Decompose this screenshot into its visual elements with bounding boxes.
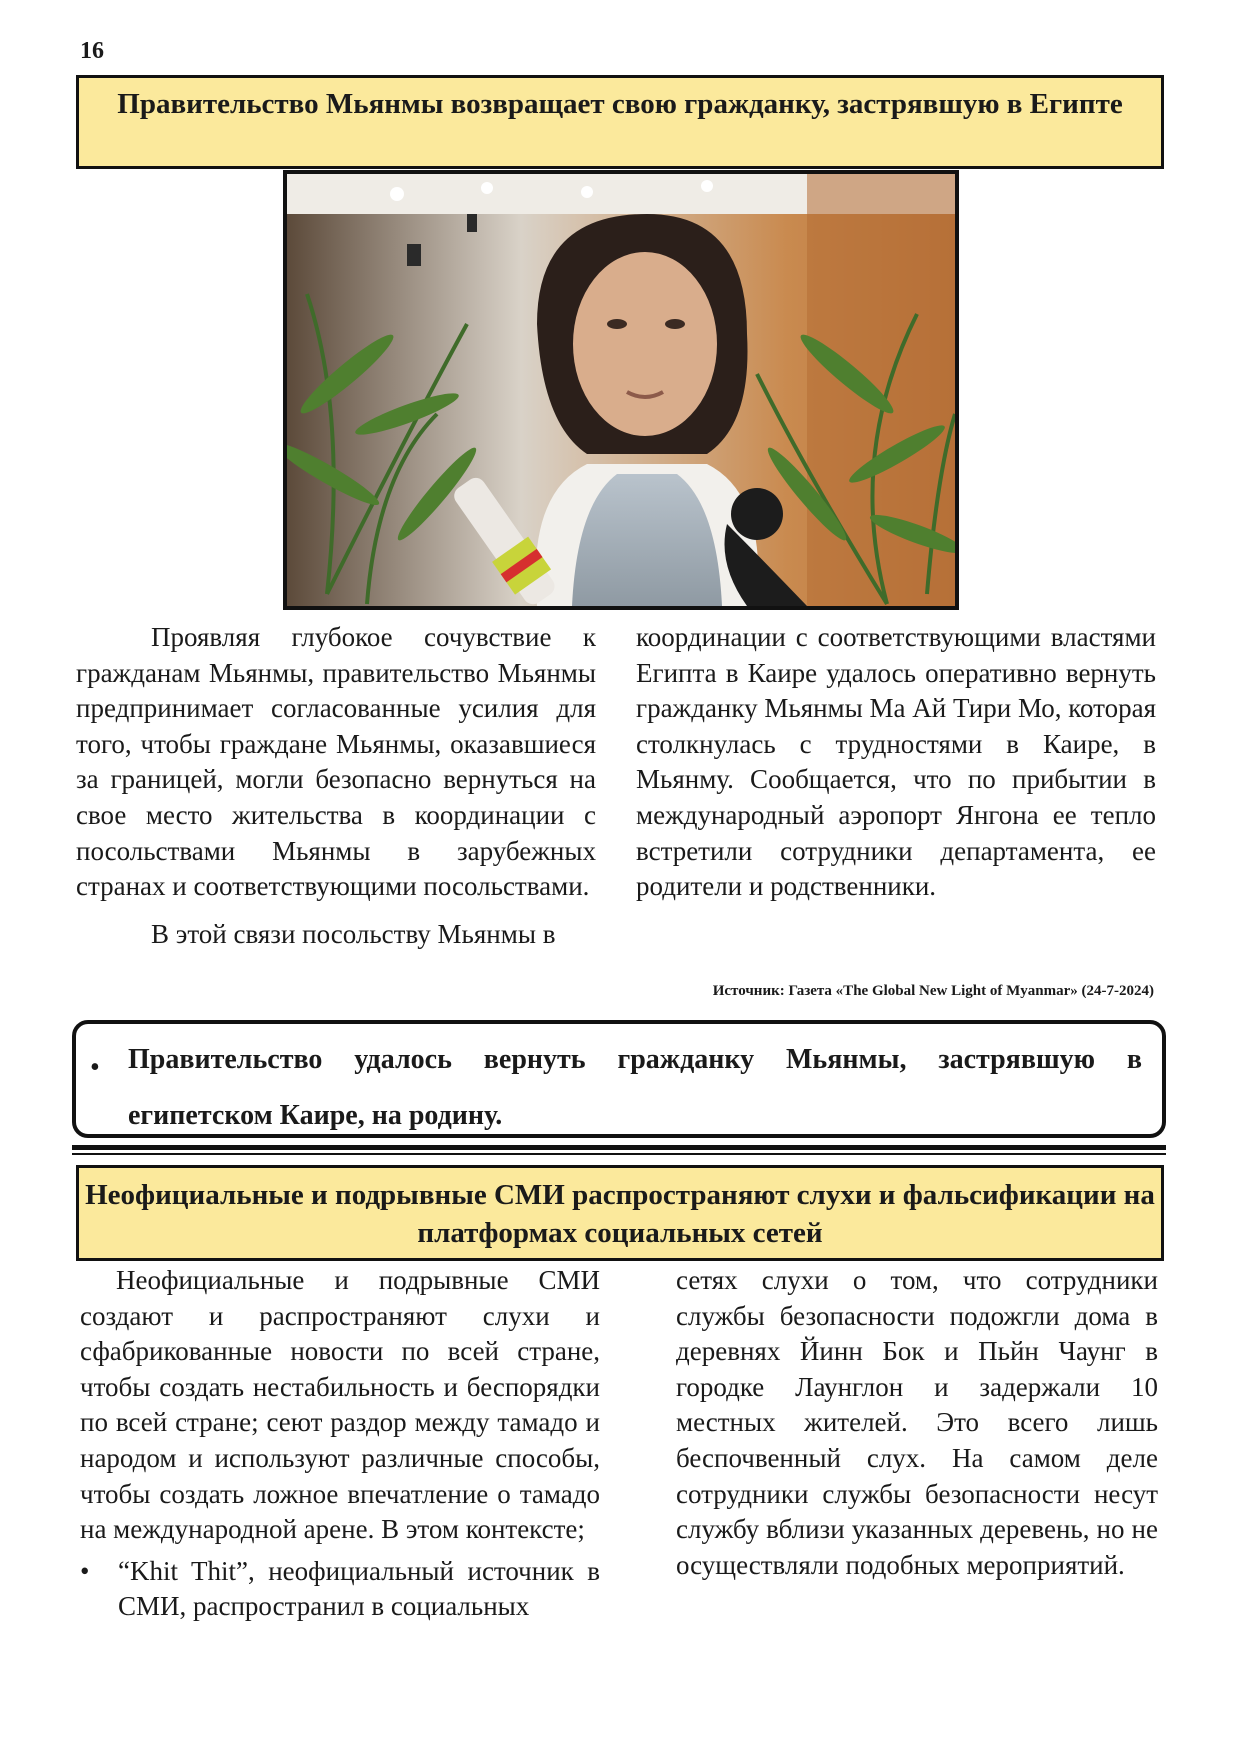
paragraph: координации с соответствующими властями Египта в Каире удалось оперативно вернуть гражданку Мьянмы Ма Ай Тири Мо, которая столкнулась с трудностями в Каире, в Мьянму. Сообщается, что по прибытии в международный аэропорт Янгона ее тепло встретили сотрудники департамента, ее родители и родственники. — [636, 622, 1157, 902]
article-title: Неофициальные и подрывные СМИ распространяют слухи и фальсификации на платформах социальных сетей — [76, 1165, 1164, 1261]
summary-box — [72, 1020, 1166, 1138]
article-column-left — [76, 620, 596, 952]
divider — [72, 1145, 1166, 1150]
article-column-right — [676, 1263, 1158, 1583]
article-column-right — [636, 620, 1156, 905]
paragraph: Неофициальные и подрывные СМИ создают и распространяют слухи и сфабрикованные новости по всей стране, чтобы создать нестабильность и беспорядки по всей стране; сеют раздор между тамадо и народом и используют различные способы, чтобы создать ложное впечатление о тамадо на международной арене. В этом контексте; — [80, 1265, 600, 1545]
paragraph: В этой связи посольству Мьянмы в — [151, 918, 556, 949]
news-photo — [283, 170, 959, 610]
summary-text: Правительство удалось вернуть гражданку Мьянмы, застрявшую в египетском Каире, на родину. — [128, 1044, 1142, 1131]
divider — [72, 1153, 1166, 1155]
bullet-icon: • — [90, 1052, 100, 1083]
source-citation: Источник: Газета «The Global New Light of Myanmar» (24-7-2024) — [712, 983, 1154, 999]
article-column-left — [80, 1263, 600, 1625]
page-number: 16 — [80, 38, 104, 64]
bullet-icon: • — [80, 1555, 90, 1586]
list-item-text: “Khit Thit”, неофициальный источник в СМИ, распространил в социальных — [118, 1555, 600, 1622]
article-title: Правительство Мьянмы возвращает свою гражданку, застрявшую в Египте — [76, 75, 1164, 169]
paragraph: Проявляя глубокое сочувствие к гражданам Мьянмы, правительство Мьянмы предпринимает согласованные усилия для того, чтобы граждане Мьянмы, оказавшиеся за границей, могли безопасно вернуться на свое место жительства в координации с посольствами Мьянмы в зарубежных странах и соответствующими посольствами. — [76, 622, 596, 902]
list-item — [80, 1554, 600, 1625]
paragraph: сетях слухи о том, что сотрудники службы безопасности подожгли дома в деревнях Йинн Бок и Пьйн Чаунг в городке Лаунглон и задержали 10 местных жителей. Это всего лишь беспочвенный слух. На самом деле сотрудники службы безопасности несут службу вблизи указанных деревень, но не осуществляли подобных мероприятий. — [676, 1265, 1158, 1580]
